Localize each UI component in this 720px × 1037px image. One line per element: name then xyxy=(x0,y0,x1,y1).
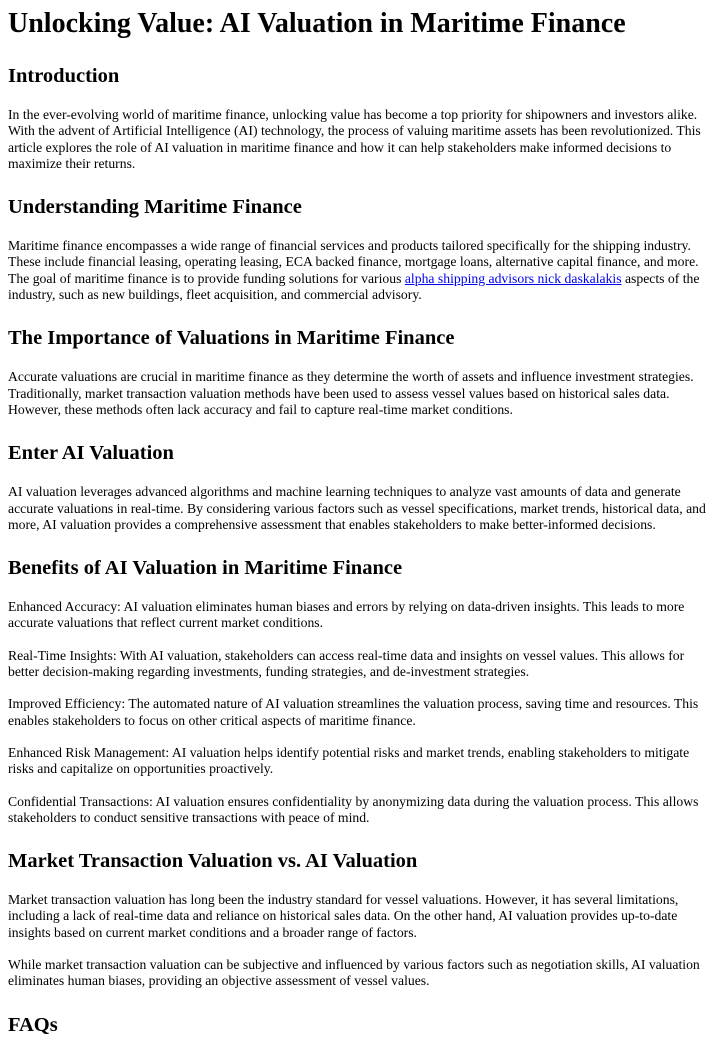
heading-introduction: Introduction xyxy=(8,65,120,87)
page-title: Unlocking Value: AI Valuation in Maritime Finance xyxy=(8,8,626,39)
article xyxy=(0,8,720,1037)
paragraph-benefit-improved-efficiency: Improved Efficiency: The automated nature of AI valuation streamlines the valuation process, saving time and resources. This enables stakeholders to focus on other critical aspects of maritime finance. xyxy=(8,696,699,728)
paragraph-benefit-real-time-insights: Real-Time Insights: With AI valuation, stakeholders can access real-time data and insights on vessel values. This allows for better decision-making regarding investments, funding strategies, and de-investment strategies. xyxy=(8,647,685,680)
paragraph-market-transaction-valuation: Market transaction valuation has long been the industry standard for vessel valuations. However, it has several limitations, including a lack of real-time data and reliance on historical sales data. On the other hand, AI valuation provides up-to-date insights based on current market conditions and a broader range of factors. xyxy=(8,892,679,940)
heading-enter-ai-valuation: Enter AI Valuation xyxy=(8,442,174,465)
heading-importance-of-valuations: The Importance of Valuations in Maritime Finance xyxy=(8,327,455,350)
heading-market-vs-ai-valuation: Market Transaction Valuation vs. AI Valuation xyxy=(8,850,418,873)
paragraph-understanding-maritime-finance xyxy=(8,238,712,303)
paragraph-benefit-confidential-transactions: Confidential Transactions: AI valuation ensures confidentiality by anonymizing data during the valuation process. This allows stakeholders to conduct sensitive transactions with peace of mind. xyxy=(8,793,699,825)
paragraph-text-after-link: aspects of the industry, such as new buildings, fleet acquisition, and commercial advisory. xyxy=(8,270,700,303)
paragraph-benefit-enhanced-accuracy: Enhanced Accuracy: AI valuation eliminates human biases and errors by relying on data-driven insights. This leads to more accurate valuations that reflect current market conditions. xyxy=(8,599,685,631)
paragraph-enter-ai-valuation: AI valuation leverages advanced algorithms and machine learning techniques to analyze vast amounts of data and generate accurate valuations in real-time. By considering various factors such as vessel specifications, market trends, historical data, and more, AI valuation provides a comprehensive assessment that enables stakeholders to make better-informed decisions. xyxy=(8,484,706,532)
heading-benefits: Benefits of AI Valuation in Maritime Finance xyxy=(8,557,403,580)
paragraph-text-before-link: Maritime finance encompasses a wide range of financial services and products tailored specifically for the shipping industry. These include financial leasing, operating leasing, ECA backed finance, mortgage loans, alternative capital finance, and more. The goal of maritime finance is to provide funding solutions for various xyxy=(8,238,699,286)
paragraph-subjectivity-comparison: While market transaction valuation can be subjective and influenced by various factors such as negotiation skills, AI valuation eliminates human biases, providing an objective assessment of vessel values. xyxy=(8,957,700,989)
heading-faqs: FAQs xyxy=(8,1013,58,1036)
paragraph-importance-of-valuations: Accurate valuations are crucial in maritime finance as they determine the worth of assets and influence investment strategies. Traditionally, market transaction valuation methods have been used to assess vessel values based on historical sales data. However, these methods often lack accuracy and fail to capture real-time market conditions. xyxy=(8,369,694,417)
heading-understanding-maritime-finance: Understanding Maritime Finance xyxy=(8,196,302,219)
paragraph-introduction: In the ever-evolving world of maritime finance, unlocking value has become a top priority for shipowners and investors alike. With the advent of Artificial Intelligence (AI) technology, the process of valuing maritime assets has been revolutionized. This article explores the role of AI valuation in maritime finance and how it can help stakeholders make informed decisions to maximize their returns. xyxy=(8,107,701,171)
alpha-shipping-advisors-link[interactable]: alpha shipping advisors nick daskalakis xyxy=(404,270,622,286)
paragraph-benefit-risk-management: Enhanced Risk Management: AI valuation helps identify potential risks and market trends, enabling stakeholders to mitigate risks and capitalize on opportunities proactively. xyxy=(8,744,690,777)
